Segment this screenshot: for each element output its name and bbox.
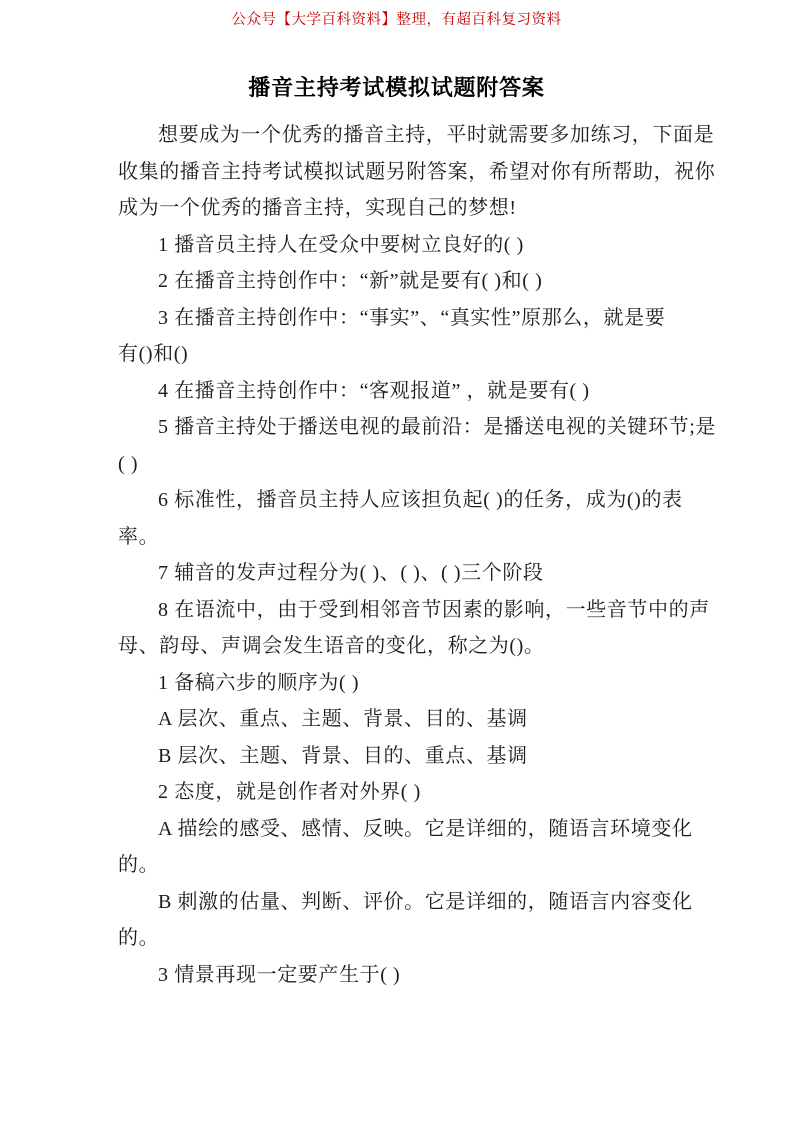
text-line: 3 在播音主持创作中：“事实”、“真实性”原那么，就是要 [158,306,666,329]
text-line: 3 情景再现一定要产生于( ) [158,963,401,986]
text-line: 的。 [118,927,160,949]
text-line: 2 在播音主持创作中：“新”就是要有( )和( ) [158,270,543,292]
text-line: 7 辅音的发声过程分为( )、( )、( )三个阶段 [158,562,544,584]
text-line: 4 在播音主持创作中：“客观报道” ，就是要有( ) [158,379,590,402]
text-line: 有()和() [118,343,189,365]
text-line: A 层次、重点、主题、背景、目的、基调 [158,708,528,730]
text-line: B 层次、主题、背景、目的、重点、基调 [158,744,528,767]
text-line: 5 播音主持处于播送电视的最前沿：是播送电视的关键环节;是 [158,416,716,438]
text-line: 想要成为一个优秀的播音主持，平时就需要多加练习，下面是 [158,124,715,146]
text-line: 8 在语流中，由于受到相邻音节因素的影响，一些音节中的声 [158,598,710,621]
text-line: 的。 [118,854,160,876]
text-line: 母、韵母、声调会发生语音的变化，称之为()。 [118,635,545,657]
text-line: 率。 [118,525,160,548]
page-title: 播音主持考试模拟试题附答案 [248,75,545,100]
document-body [118,117,716,993]
text-line: B 刺激的估量、判断、评价。它是详细的，随语言内容变化 [158,890,693,913]
text-line: ( ) [118,452,139,475]
text-line: A 描绘的感受、感情、反映。它是详细的，随语言环境变化 [158,817,693,840]
text-line: 6 标准性，播音员主持人应该担负起( )的任务，成为()的表 [158,489,683,511]
text-line: 1 备稿六步的顺序为( ) [158,671,360,694]
text-line: 成为一个优秀的播音主持，实现自己的梦想! [118,197,517,219]
text-line: 1 播音员主持人在受众中要树立良好的( ) [158,233,524,256]
header-notice: 公众号【大学百科资料】整理，有超百科复习资料 [231,12,562,28]
text-line: 2 态度，就是创作者对外界( ) [158,781,421,803]
text-line: 收集的播音主持考试模拟试题另附答案，希望对你有所帮助，祝你 [118,160,716,183]
